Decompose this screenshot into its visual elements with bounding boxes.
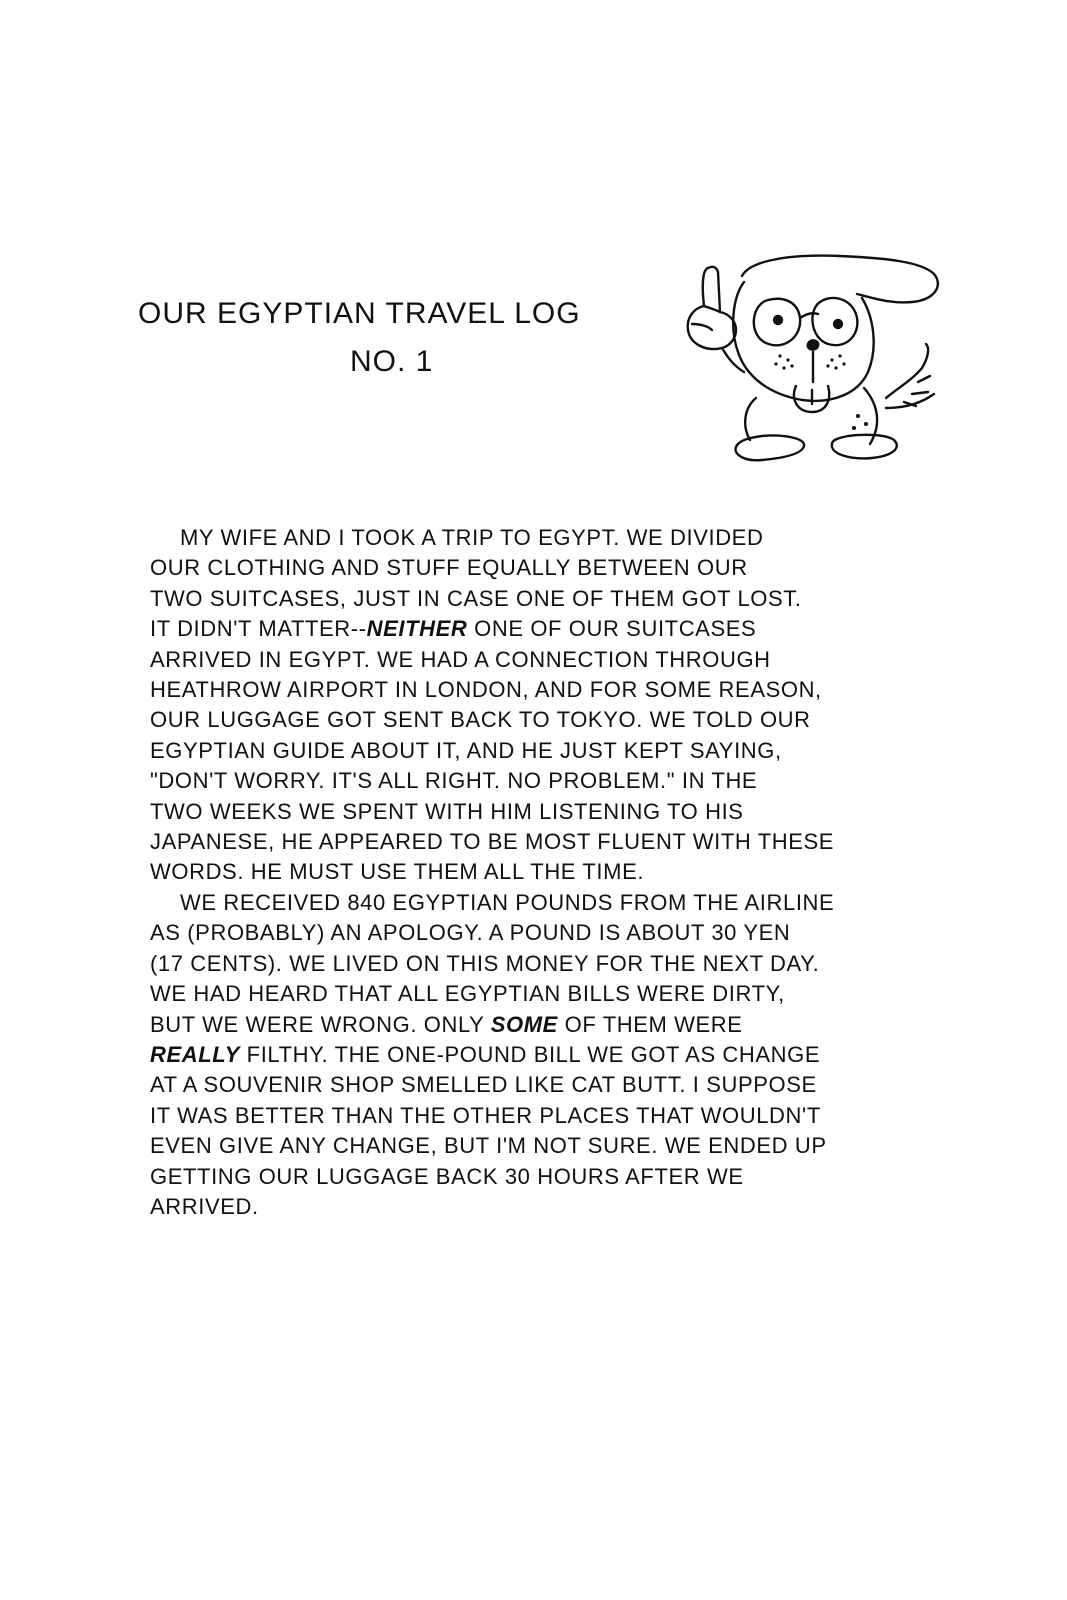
travel-log-body — [150, 523, 920, 1222]
body-line — [150, 1010, 920, 1040]
body-line: (17 CENTS). WE LIVED ON THIS MONEY FOR THE NEXT DAY. — [150, 950, 820, 976]
body-text-fragment: IT DIDN'T MATTER-- — [150, 616, 367, 642]
body-line: EVEN GIVE ANY CHANGE, BUT I'M NOT SURE. WE ENDED UP — [150, 1133, 827, 1159]
body-line: AT A SOUVENIR SHOP SMELLED LIKE CAT BUTT. I SUPPOSE — [150, 1072, 817, 1098]
body-line: AS (PROBABLY) AN APOLOGY. A POUND IS ABOUT 30 YEN — [150, 920, 791, 946]
pointing-dog-icon — [672, 248, 954, 470]
emphasized-word: SOME — [490, 1011, 558, 1037]
body-line: ARRIVED. — [150, 1193, 259, 1219]
title-line-2: NO. 1 — [350, 345, 434, 378]
body-line: JAPANESE, HE APPEARED TO BE MOST FLUENT WITH THESE — [150, 829, 835, 855]
body-line: IT WAS BETTER THAN THE OTHER PLACES THAT WOULDN'T — [150, 1102, 821, 1128]
body-line: TWO WEEKS WE SPENT WITH HIM LISTENING TO HIS — [150, 798, 744, 824]
body-line: OUR LUGGAGE GOT SENT BACK TO TOKYO. WE TOLD OUR — [150, 707, 811, 733]
body-line: GETTING OUR LUGGAGE BACK 30 HOURS AFTER WE — [150, 1163, 744, 1189]
emphasized-word: REALLY — [150, 1041, 240, 1067]
body-line: OUR CLOTHING AND STUFF EQUALLY BETWEEN OUR — [150, 555, 748, 581]
body-line: WE HAD HEARD THAT ALL EGYPTIAN BILLS WERE DIRTY, — [150, 981, 785, 1007]
body-line: EGYPTIAN GUIDE ABOUT IT, AND HE JUST KEPT SAYING, — [150, 737, 782, 763]
body-text-fragment: ONE OF OUR SUITCASES — [467, 616, 757, 642]
body-line — [150, 1040, 920, 1070]
body-line — [150, 614, 920, 644]
body-line: TWO SUITCASES, JUST IN CASE ONE OF THEM GOT LOST. — [150, 585, 802, 611]
body-line: HEATHROW AIRPORT IN LONDON, AND FOR SOME REASON, — [150, 677, 822, 703]
title-line-1: OUR EGYPTIAN TRAVEL LOG — [138, 297, 581, 330]
emphasized-word: NEITHER — [366, 616, 468, 642]
body-line: MY WIFE AND I TOOK A TRIP TO EGYPT. WE DIVIDED — [180, 525, 764, 550]
body-line: ARRIVED IN EGYPT. WE HAD A CONNECTION THROUGH — [150, 646, 771, 672]
body-line: WORDS. HE MUST USE THEM ALL THE TIME. — [150, 859, 645, 885]
body-line: "DON'T WORRY. IT'S ALL RIGHT. NO PROBLEM." IN THE — [150, 768, 758, 794]
body-text-fragment: FILTHY. THE ONE-POUND BILL WE GOT AS CHANGE — [239, 1041, 821, 1067]
body-text-fragment: BUT WE WERE WRONG. ONLY — [150, 1011, 491, 1037]
body-line: WE RECEIVED 840 EGYPTIAN POUNDS FROM THE AIRLINE — [180, 889, 835, 915]
page-title — [138, 290, 678, 386]
body-text-fragment: OF THEM WERE — [557, 1011, 743, 1037]
